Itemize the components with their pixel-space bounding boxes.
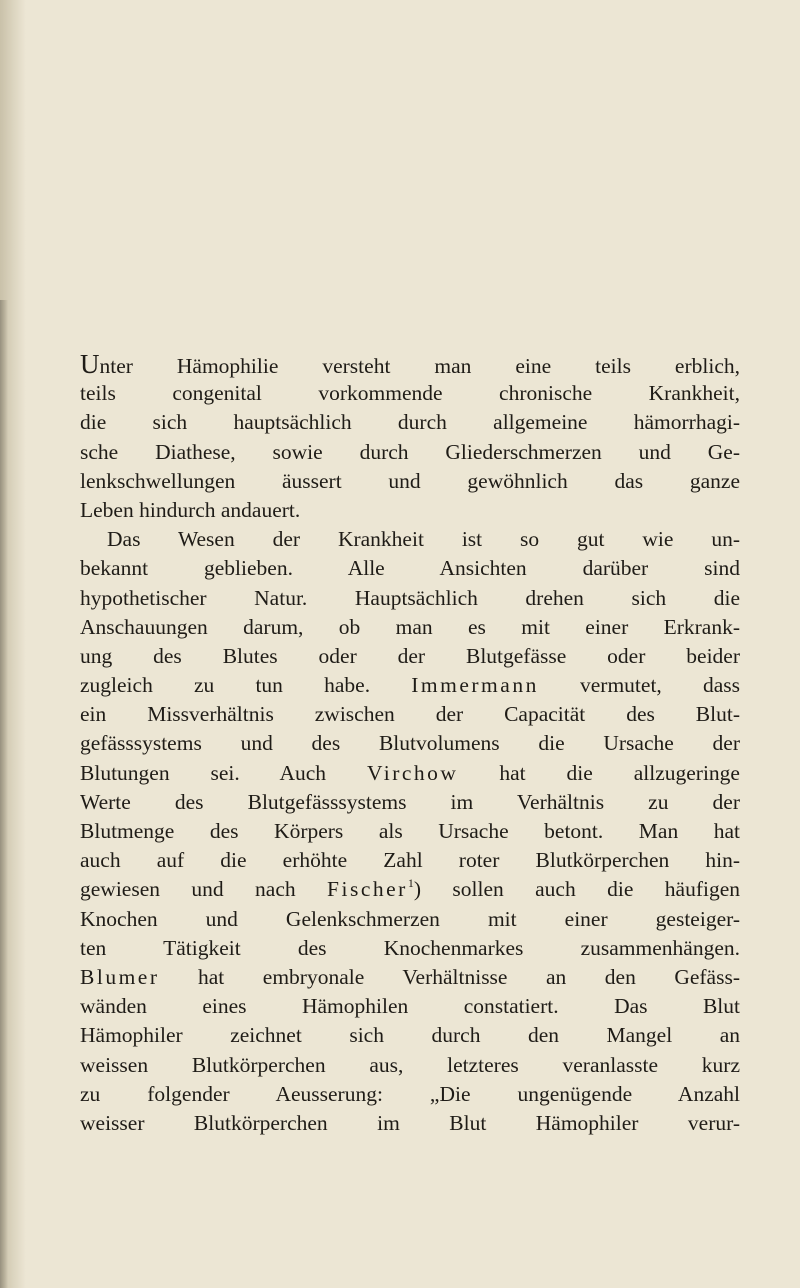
- text-line: [80, 379, 740, 408]
- text-line: [80, 525, 740, 554]
- line-text: weisser Blutkörperchen im Blut Hämophiler verur-: [80, 1110, 740, 1135]
- text-line: [80, 729, 740, 758]
- text-line: [80, 963, 740, 992]
- line-text: auch auf die erhöhte Zahl roter Blutkörperchen hin-: [80, 848, 740, 873]
- line-text: zugleich zu tun habe.: [80, 673, 412, 698]
- text-line: [80, 788, 740, 817]
- line-text: bekannt geblieben. Alle Ansichten darüber sind: [80, 556, 740, 581]
- line-text: Leben hindurch andauert.: [80, 497, 301, 522]
- body-text: [80, 350, 740, 1138]
- text-line: [80, 438, 740, 467]
- text-line: [80, 759, 740, 788]
- line-text: zu folgender Aeusserung: „Die ungenügende Anzahl: [80, 1081, 740, 1106]
- text-line: [80, 992, 740, 1021]
- text-line: [80, 1080, 740, 1109]
- text-line: [80, 1021, 740, 1050]
- text-line: [80, 613, 740, 642]
- line-text: die sich hauptsächlich durch allgemeine hämorrhagi-: [80, 410, 740, 435]
- line-text: teils congenital vorkommende chronische Krankheit,: [80, 381, 740, 406]
- line-text: ein Missverhältnis zwischen der Capacität des Blut-: [80, 702, 740, 727]
- text-line: [80, 846, 740, 875]
- footnote-marker: 1: [407, 876, 414, 891]
- line-text: Werte des Blutgefässsystems im Verhältnis zu der: [80, 789, 740, 814]
- line-text: Hämophiler zeichnet sich durch den Mangel an: [80, 1023, 740, 1048]
- text-line: [80, 584, 740, 613]
- text-line: [80, 467, 740, 496]
- text-line: [80, 408, 740, 437]
- text-line: [80, 934, 740, 963]
- line-text: sche Diathese, sowie durch Gliederschmerzen und Ge-: [80, 439, 740, 464]
- text-line: [80, 1109, 740, 1138]
- text-line: [80, 875, 740, 904]
- line-text: ) sollen auch die häufigen: [413, 877, 740, 902]
- line-text: Blutungen sei. Auch: [80, 760, 367, 785]
- line-text: Knochen und Gelenkschmerzen mit einer gesteiger-: [80, 906, 740, 931]
- line-text: nter Hämophilie versteht man eine teils erblich,: [99, 354, 740, 378]
- initial-letter: U: [80, 349, 100, 379]
- line-text: hat embryonale Verhältnisse an den Gefäss-: [159, 964, 740, 989]
- author-name: Virchow: [366, 760, 459, 785]
- line-text: ung des Blutes oder der Blutgefässe oder beider: [80, 643, 740, 668]
- text-line: [80, 1051, 740, 1080]
- line-text: wänden eines Hämophilen constatiert. Das Blut: [80, 994, 740, 1019]
- line-text: weissen Blutkörperchen aus, letzteres veranlasste kurz: [80, 1052, 740, 1077]
- text-line: [80, 350, 740, 379]
- text-line: [80, 905, 740, 934]
- text-line: [80, 700, 740, 729]
- text-line: [80, 671, 740, 700]
- line-text: lenkschwellungen äussert und gewöhnlich das ganze: [80, 468, 740, 493]
- line-text: hypothetischer Natur. Hauptsächlich drehen sich die: [80, 585, 740, 610]
- author-name: Fischer: [327, 877, 408, 902]
- line-text: Anschauungen darum, ob man es mit einer Erkrank-: [80, 614, 740, 639]
- author-name: Immermann: [411, 673, 539, 698]
- line-text: hat die allzugeringe: [458, 760, 740, 785]
- text-line: [80, 496, 740, 525]
- line-text: gefässsystems und des Blutvolumens die Ursache der: [80, 731, 740, 756]
- line-text: Das Wesen der Krankheit ist so gut wie un-: [107, 527, 740, 552]
- line-text: vermutet, dass: [538, 673, 740, 698]
- line-text: ten Tätigkeit des Knochenmarkes zusammenhängen.: [80, 935, 740, 960]
- text-line: [80, 817, 740, 846]
- author-name: Blumer: [80, 964, 160, 989]
- binding-edge: [0, 300, 8, 1288]
- text-line: [80, 642, 740, 671]
- line-text: Blutmenge des Körpers als Ursache betont. Man hat: [80, 819, 740, 843]
- line-text: gewiesen und nach: [80, 877, 328, 902]
- text-line: [80, 554, 740, 583]
